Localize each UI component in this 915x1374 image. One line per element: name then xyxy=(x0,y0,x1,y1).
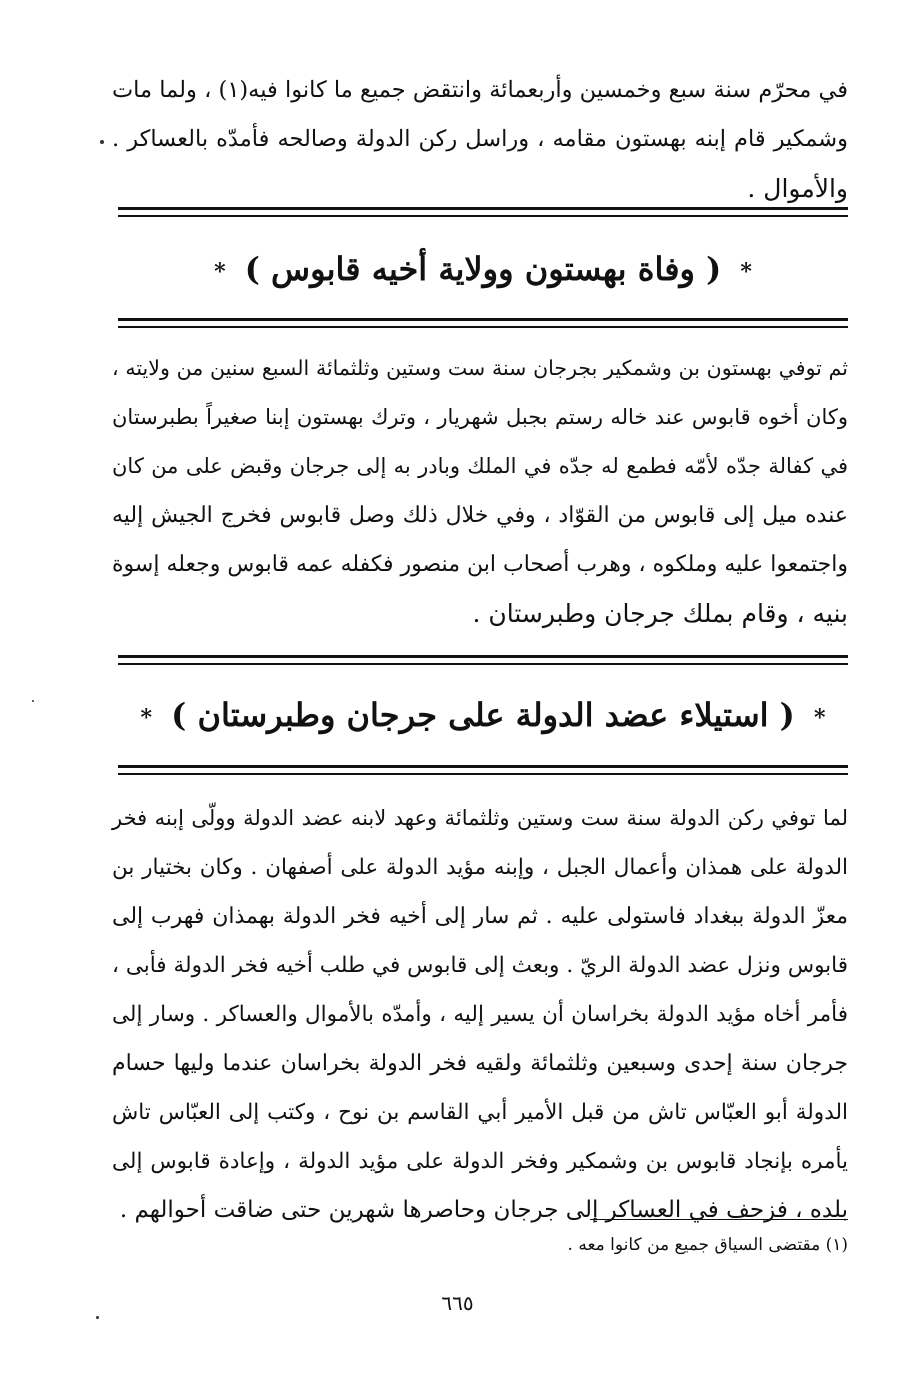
footnote: (١) مقتضى السياق جميع من كانوا معه . xyxy=(567,1235,848,1255)
asterisk-ornament: * xyxy=(813,704,826,731)
text-line: في محرّم سنة سبع وخمسين وأربعمائة وانتقض جميع ما كانوا فيه(١) ، ولما مات xyxy=(112,77,848,103)
text-line: قابوس ونزل عضد الدولة الريّ . وبعث إلى قابوس في طلب أخيه فخر الدولة فأبى ، xyxy=(112,953,848,978)
page-number: ٦٦٥ xyxy=(441,1291,474,1315)
text-line: فأمر أخاه مؤيد الدولة بخراسان أن يسير إليه ، وأمدّه بالأموال والعساكر . وسار إلى xyxy=(112,1002,848,1027)
scan-speck xyxy=(100,140,104,144)
asterisk-ornament: * xyxy=(140,704,153,731)
scan-speck xyxy=(96,1316,99,1319)
heading-rule-top xyxy=(118,207,848,217)
section-paragraph xyxy=(112,344,848,638)
section-heading xyxy=(118,244,848,297)
text-line: ثم توفي بهستون بن وشمكير بجرجان سنة ست وستين وثلثمائة السبع سنين من ولايته ، xyxy=(112,356,848,380)
text-line: لما توفي ركن الدولة سنة ست وستين وثلثمائة وعهد لابنه عضد الدولة وولّى إبنه فخر xyxy=(112,806,848,830)
section-title: ( استيلاء عضد الدولة على جرجان وطبرستان ) xyxy=(171,696,795,734)
scan-speck xyxy=(32,700,34,702)
section-paragraph xyxy=(112,794,848,1235)
text-line: جرجان سنة إحدى وسبعين وثلثمائة ولقيه فخر الدولة بخراسان عندما وليها حسام xyxy=(112,1051,848,1076)
text-line: الدولة أبو العبّاس تاش من قبل الأمير أبي القاسم بن نوح ، وكتب إلى العبّاس تاش xyxy=(112,1100,848,1125)
text-line: واجتمعوا عليه وملكوه ، وهرب أصحاب ابن منصور فكفله عمه قابوس وجعله إسوة xyxy=(112,552,848,577)
text-line: معزّ الدولة ببغداد فاستولى عليه . ثم سار إلى أخيه فخر الدولة بهمذان فهرب إلى xyxy=(112,904,848,929)
heading-rule-bottom xyxy=(118,318,848,328)
footnote-separator xyxy=(590,1219,848,1220)
intro-paragraph xyxy=(112,66,848,213)
heading-rule-top xyxy=(118,655,848,665)
text-line: وشمكير قام إبنه بهستون مقامه ، وراسل ركن الدولة وصالحه فأمدّه بالعساكر . xyxy=(112,126,848,152)
text-line: يأمره بإنجاد قابوس بن وشمكير وفخر الدولة على مؤيد الدولة ، وإعادة قابوس إلى xyxy=(112,1149,848,1174)
text-line: وكان أخوه قابوس عند خاله رستم بجبل شهريار ، وترك بهستون إبنا صغيراً بطبرستان xyxy=(112,405,848,429)
section-title: ( وفاة بهستون وولاية أخيه قابوس ) xyxy=(244,250,722,288)
text-line: بلده ، فزحف في العساكر إلى جرجان وحاصرها شهرين حتى ضاقت أحوالهم . xyxy=(119,1197,848,1223)
text-line: الدولة على همذان وأعمال الجبل ، وإبنه مؤيد الدولة على أصفهان . وكان بختيار بن xyxy=(112,855,848,880)
text-line: في كفالة جدّه لأمّه فطمع له جدّه في الملك وبادر به إلى جرجان وقبض على من كان xyxy=(112,454,848,478)
text-line: والأموال . xyxy=(747,174,848,203)
heading-rule-bottom xyxy=(118,765,848,775)
asterisk-ornament: * xyxy=(740,258,752,285)
section-heading xyxy=(118,690,848,743)
text-line: بنيه ، وقام بملك جرجان وطبرستان . xyxy=(472,599,848,628)
text-line: عنده ميل إلى قابوس من القوّاد ، وفي خلال ذلك وصل قابوس فخرج الجيش إليه xyxy=(112,503,848,528)
asterisk-ornament: * xyxy=(214,258,226,285)
